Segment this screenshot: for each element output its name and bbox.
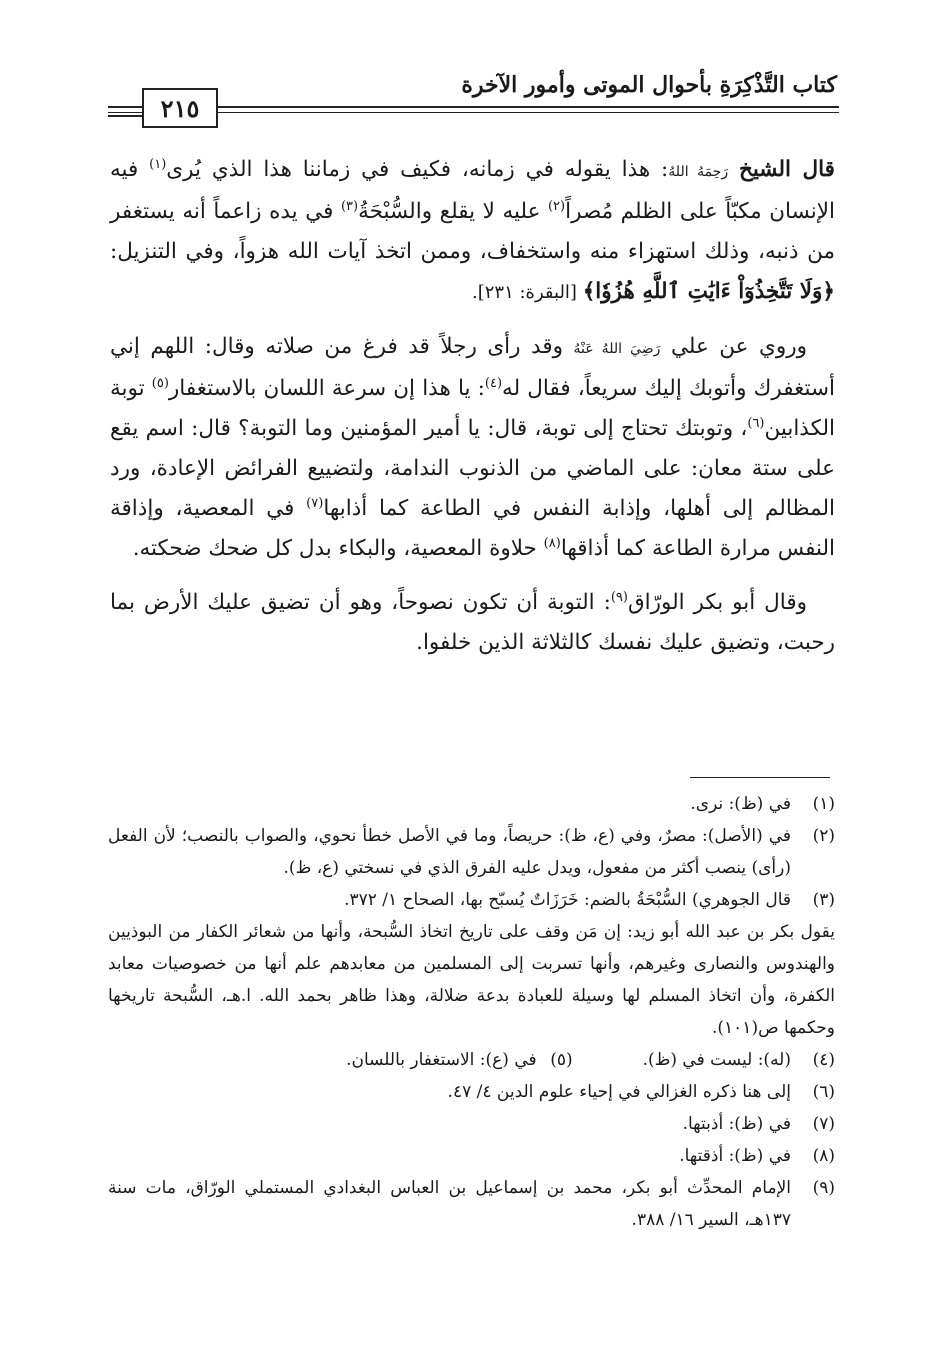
footnote-separator	[690, 777, 830, 778]
footnote-text: في (ع): الاستغفار باللسان.	[346, 1050, 537, 1070]
footnote-text: في (ظ): نرى.	[690, 794, 791, 814]
text-run: : هذا يقوله في زمانه، فكيف في زماننا هذا الذي يُرى	[166, 157, 669, 182]
quran-verse: ﴿وَلَا تَتَّخِذُوٓاْ ءَايَٰتِ ٱللَّهِ هُزُوٗا﴾	[582, 279, 835, 304]
footnote-number: (١)	[812, 794, 835, 814]
page-number-rule	[108, 115, 142, 117]
verse-reference: [البقرة: ٢٣١].	[472, 282, 583, 303]
running-title: كتاب التَّذْكِرَةِ بأحوال الموتى وأمور الآخرة	[461, 72, 837, 98]
footnote-number: (٢)	[812, 826, 835, 846]
text-run: وروي عن علي	[670, 334, 807, 359]
honorific: رَحِمَهُ اللهُ	[668, 164, 729, 180]
footnote-3-continuation: يقول بكر بن عبد الله أبو زيد: إن مَن وقف على تاريخ اتخاذ السُّبحة، وأنها من شعائر الكفار من البوذيين والهندوس والنصارى وغيرهم، وأنها تسربت إلى المسلمين من معابدهم علم أنها من خصوصيات معابد الكفرة، وأن اتخاذ المسلم لها وسيلة للعبادة بدعة ضلالة، وهذا ظاهر بحمد الله. ا.هـ، السُّبحة تاريخها وحكمها ص(١٠١).	[108, 922, 835, 1038]
footnote-number: (٩)	[812, 1178, 835, 1198]
footnote-text: قال الجوهري) السُّبْحَةُ بالضم: خَرَزَاتٌ يُسبّح بها، الصحاح ١/ ٣٧٢.	[344, 890, 791, 910]
honorific: رَضِيَ اللهُ عَنْهُ	[573, 341, 661, 357]
footnote-4-5	[108, 1044, 835, 1076]
paragraph-2	[110, 327, 835, 569]
text-run: حلاوة المعصية، والبكاء بدل كل ضحك ضحكته.	[132, 536, 544, 561]
footnotes	[108, 788, 835, 1236]
footnote-number: (٨)	[812, 1146, 835, 1166]
footnote-ref[interactable]: (٢)	[547, 198, 566, 214]
footnote-2	[108, 820, 835, 884]
footnote-number: (٦)	[812, 1082, 835, 1102]
footnote-ref[interactable]: (٤)	[484, 375, 503, 391]
footnote-5	[346, 1044, 573, 1076]
footnote-7	[108, 1108, 835, 1140]
footnote-8	[108, 1140, 835, 1172]
footnote-text: في (ظ): أذبتها.	[682, 1114, 791, 1134]
text-run: في يده زاعماً أنه يستغفر من ذنبه، وذلك استهزاء منه واستخفاف، وممن اتخذ آيات الله هزواً، وفي التنزيل:	[110, 199, 835, 264]
footnote-text: في (الأصل): مصرٌ، وفي (ع، ظ): حريصاً، وما في الأصل خطأ نحوي، والصواب بالنصب؛ لأن الفعل (رأى) ينصب أكثر من مفعول، ويدل عليه الفرق الذي في نسختي (ع، ظ).	[108, 826, 791, 878]
footnote-number: (٣)	[812, 890, 835, 910]
footnote-ref[interactable]: (٣)	[340, 198, 359, 214]
footnote-4	[643, 1044, 835, 1076]
footnote-ref[interactable]: (٨)	[543, 535, 561, 551]
text-run: وقد رأى رجلاً قد فرغ من صلاته وقال: اللهم إني أستغفرك وأتوبك إليك سريعاً، فقال له	[110, 334, 835, 401]
text-run: : يا هذا إن سرعة اللسان بالاستغفار	[168, 376, 485, 401]
footnote-9	[108, 1172, 835, 1236]
footnote-number: (٧)	[812, 1114, 835, 1134]
text-run: في المعصية، وإذاقة النفس مرارة الطاعة كما أذاقها	[110, 496, 835, 561]
footnote-number: (٤)	[812, 1050, 835, 1070]
text-run: وقال أبو بكر الورّاق	[627, 590, 807, 615]
footnote-1	[108, 788, 835, 820]
main-text	[110, 150, 835, 677]
text-run: عليه لا يقلع والسُّبْحَةُ	[358, 199, 548, 224]
footnote-ref[interactable]: (٩)	[610, 589, 628, 605]
footnote-number: (٥)	[550, 1050, 573, 1070]
footnote-ref[interactable]: (١)	[149, 156, 167, 172]
text-run: فيه الإنسان مكبّاً على الظلم مُصراً	[110, 157, 835, 224]
paragraph-3	[110, 583, 835, 663]
footnote-ref[interactable]: (٥)	[151, 375, 169, 391]
paragraph-1	[110, 150, 835, 313]
footnote-3	[108, 884, 835, 916]
footnote-text: الإمام المحدِّث أبو بكر، محمد بن إسماعيل بن العباس البغدادي المستملي الورّاق، مات سنة ١٣٧هـ، السير ١٦/ ٣٨٨.	[108, 1178, 791, 1230]
footnote-text: (له): ليست في (ظ).	[642, 1050, 791, 1070]
footnote-text: في (ظ): أذقتها.	[679, 1146, 791, 1166]
text-run: ، وتوبتك تحتاج إلى توبة، قال: يا أمير المؤمنين وما التوبة؟ قال: اسم يقع على ستة معان: على الماضي من الذنوب الندامة، ولتضييع الفرائض الإعادة، ورد المظالم إلى أهلها، وإذابة النفس في الطاعة كما أذابها	[110, 416, 835, 521]
text-run: : التوبة أن تكون نصوحاً، وهو أن تضيق عليك الأرض بما رحبت، وتضيق عليك نفسك كالثلاثة الذين خلفوا.	[110, 590, 835, 655]
speaker-lead: قال الشيخ	[738, 157, 835, 182]
footnote-ref[interactable]: (٧)	[306, 495, 324, 511]
footnote-ref[interactable]: (٦)	[747, 415, 765, 431]
page-number: ٢١٥	[142, 88, 218, 128]
text-run: توبة الكذابين	[110, 376, 835, 441]
footnote-6	[108, 1076, 835, 1108]
footnote-text: إلى هنا ذكره الغزالي في إحياء علوم الدين ٤/ ٤٧.	[447, 1082, 791, 1102]
